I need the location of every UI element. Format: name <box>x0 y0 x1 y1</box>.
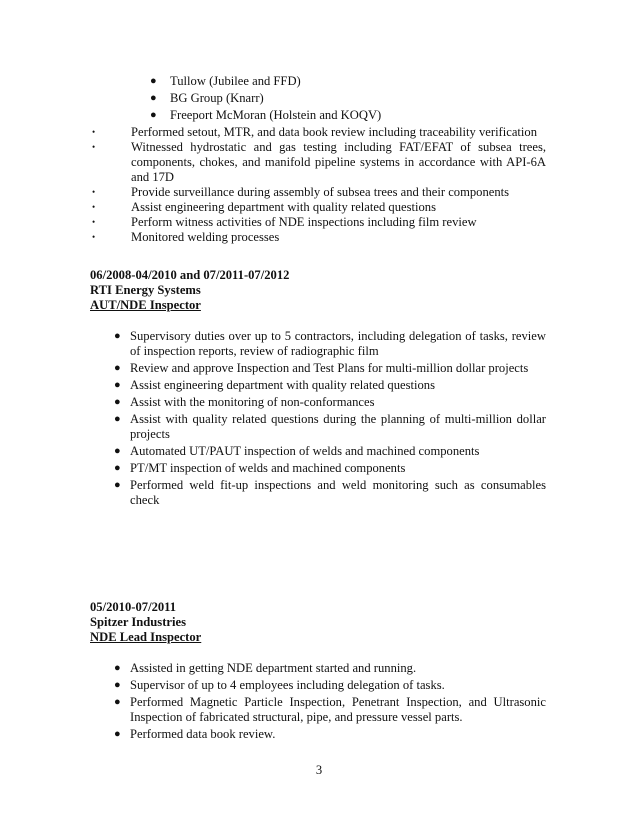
list-item <box>90 230 546 245</box>
list-item <box>90 661 546 676</box>
list-item <box>150 108 450 125</box>
bullet-icon: • <box>92 142 96 152</box>
bullet-icon: ● <box>150 109 157 121</box>
job-company: Spitzer Industries <box>90 615 186 629</box>
bullet-icon: • <box>92 127 96 137</box>
list-item-text: Performed data book review. <box>130 727 276 741</box>
page-number: 3 <box>315 763 323 777</box>
list-item <box>90 478 546 508</box>
list-item-text: Assist engineering department with quality related questions <box>131 200 436 214</box>
list-item-text: Witnessed hydrostatic and gas testing including FAT/EFAT of subsea trees, components, chokes, and manifold pipeline systems in accordance with API-6A and 17D <box>131 140 546 184</box>
list-item-text: Review and approve Inspection and Test Plans for multi-million dollar projects <box>130 361 529 375</box>
job-company: RTI Energy Systems <box>90 283 201 297</box>
list-item <box>90 695 546 725</box>
list-item-text: Monitored welding processes <box>131 230 280 244</box>
bullet-icon: ● <box>114 330 121 342</box>
list-item-text: BG Group (Knarr) <box>170 91 264 105</box>
list-item-text: Supervisory duties over up to 5 contractors, including delegation of tasks, review of inspection reports, review of radiographic film <box>130 329 546 358</box>
bullet-icon: ● <box>114 728 121 740</box>
list-item-text: Assist engineering department with quality related questions <box>130 378 435 392</box>
list-item-text: Performed setout, MTR, and data book review including traceability verification <box>131 125 538 139</box>
job-section-rti <box>90 268 546 510</box>
bullet-icon: ● <box>114 413 121 425</box>
job-section-spitzer <box>90 600 546 744</box>
bullet-icon: ● <box>114 362 121 374</box>
bullet-icon: ● <box>114 679 121 691</box>
list-item <box>90 215 546 230</box>
bullet-icon: • <box>92 232 96 242</box>
job-dates: 06/2008-04/2010 and 07/2011-07/2012 <box>90 268 290 282</box>
job-duties-list <box>90 661 546 742</box>
list-item <box>90 727 546 742</box>
list-item-text: Assist with quality related questions during the planning of multi-million dollar projects <box>130 412 546 441</box>
list-item <box>150 91 450 108</box>
list-item-text: Supervisor of up to 4 employees including delegation of tasks. <box>130 678 445 692</box>
list-item <box>90 329 546 359</box>
list-item-text: Tullow (Jubilee and FFD) <box>170 74 301 88</box>
bullet-icon: • <box>92 202 96 212</box>
bullet-icon: • <box>92 217 96 227</box>
job-dates: 05/2010-07/2011 <box>90 600 177 614</box>
bullet-icon: ● <box>114 445 121 457</box>
list-item <box>90 361 546 376</box>
list-item <box>90 412 546 442</box>
list-item-text: Performed weld fit-up inspections and weld monitoring such as consumables check <box>130 478 546 507</box>
bullet-icon: ● <box>114 696 121 708</box>
bullet-icon: ● <box>150 92 157 104</box>
list-item <box>90 461 546 476</box>
list-item-text: Freeport McMoran (Holstein and KOQV) <box>170 108 382 122</box>
job-title: NDE Lead Inspector <box>90 630 202 644</box>
job-duties-list <box>90 329 546 508</box>
list-item-text: Assist with the monitoring of non-conformances <box>130 395 375 409</box>
list-item-text: Provide surveillance during assembly of subsea trees and their components <box>131 185 510 199</box>
job-title: AUT/NDE Inspector <box>90 298 201 312</box>
list-item <box>90 140 546 185</box>
list-item <box>90 395 546 410</box>
bullet-icon: ● <box>114 662 121 674</box>
list-item <box>90 185 546 200</box>
list-item <box>90 444 546 459</box>
list-item-text: Perform witness activities of NDE inspections including film review <box>131 215 477 229</box>
list-item-text: Automated UT/PAUT inspection of welds and machined components <box>130 444 480 458</box>
bullet-icon: ● <box>114 462 121 474</box>
list-item-text: Performed Magnetic Particle Inspection, Penetrant Inspection, and Ultrasonic Inspection of fabricated structural, pipe, and pressure vessel parts. <box>130 695 546 724</box>
bullet-icon: • <box>92 187 96 197</box>
list-item <box>90 378 546 393</box>
client-sub-list <box>150 74 450 125</box>
bullet-icon: ● <box>150 75 157 87</box>
list-item-text: Assisted in getting NDE department started and running. <box>130 661 417 675</box>
bullet-icon: ● <box>114 379 121 391</box>
list-item <box>90 678 546 693</box>
prior-duties-list <box>90 125 546 245</box>
bullet-icon: ● <box>114 479 121 491</box>
list-item <box>90 200 546 215</box>
bullet-icon: ● <box>114 396 121 408</box>
list-item <box>150 74 450 91</box>
list-item <box>90 125 546 140</box>
list-item-text: PT/MT inspection of welds and machined components <box>130 461 406 475</box>
